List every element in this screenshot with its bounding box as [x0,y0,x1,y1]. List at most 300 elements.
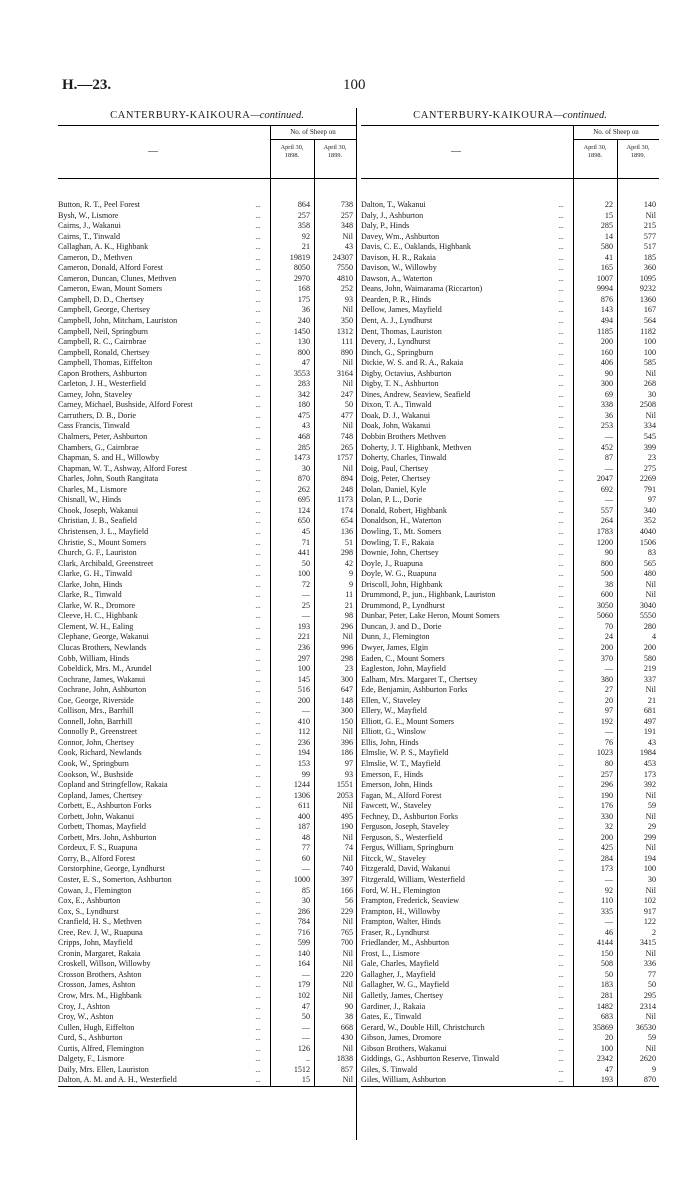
sheep-1898: 110 [601,896,613,906]
owner-name: Ellis, John, Hinds [361,737,419,747]
table-row [361,917,659,928]
leader-dots: ... [558,643,564,652]
owner-name: Devery, J., Lyndhurst [361,337,431,347]
leader-dots: ... [255,728,261,737]
sheep-1899: 136 [340,526,353,536]
leader-dots: ... [255,886,261,895]
owner-name: Doak, John, Wakanui [361,421,431,431]
sheep-1898: 173 [600,864,613,874]
table-row [361,495,659,506]
owner-name: Cordeux, F. S., Ruapuna [58,843,138,853]
owner-name: Curtis, Alfred, Flemington [58,1043,144,1053]
leader-dots: ... [558,949,564,958]
sheep-1898: — [604,875,613,884]
table-row [58,527,356,538]
sheep-1899: 2 [651,927,656,937]
owner-name: Eaden, C., Mount Somers [361,653,445,663]
sheep-1899: 98 [344,611,353,621]
sheep-1898: 99 [301,769,310,779]
sheep-1899: 50 [647,980,656,990]
owner-name: Dearden, P. R., Hinds [361,294,431,304]
sheep-1898: 3553 [293,368,310,378]
leader-dots: ... [558,1076,564,1085]
sheep-1898: 257 [600,769,613,779]
sheep-1899: 453 [643,758,656,768]
sheep-1899: 295 [643,991,656,1001]
sheep-1899: 738 [340,200,353,209]
leader-dots: ... [255,274,261,283]
owner-name: Doig, Peter, Chertsey [361,474,431,484]
sheep-header: No. of Sheep on [290,128,336,136]
leader-dots: ... [255,717,261,726]
owner-name: Fechney, D., Ashburton Forks [361,811,459,821]
sheep-1899: 857 [340,1064,353,1074]
sheep-1899: 564 [643,316,656,326]
leader-dots: ... [558,538,564,547]
leader-dots: ... [255,833,261,842]
sheep-1898: 683 [600,1012,613,1022]
table-row [58,295,356,306]
table-row [58,284,356,295]
sheep-1899: 765 [340,927,353,937]
sheep-1898: 1007 [596,273,613,283]
owner-name: Dolan, P. L., Dorie [361,495,422,505]
sheep-1899: 647 [340,685,353,695]
table-row [361,538,659,549]
sheep-1899: 30 [647,389,656,399]
table-row [58,801,356,812]
table-row [58,590,356,601]
sheep-1898: 183 [600,980,613,990]
table-row [58,727,356,738]
sheep-1899: 190 [340,822,353,832]
sheep-1899: Nil [342,727,353,737]
sheep-1898: 14 [604,231,613,241]
sheep-1899: 4810 [336,273,353,283]
sheep-1899: 668 [340,1022,353,1032]
table-row [58,717,356,728]
date-header-1898 [270,144,314,159]
sheep-1899: 890 [340,347,353,357]
table-row [361,211,659,222]
sheep-1898: 19819 [289,252,310,262]
sheep-1899: 194 [643,853,656,863]
table-row [58,1075,356,1086]
leader-dots: ... [255,928,261,937]
sheep-1899: 111 [341,337,353,347]
sheep-1898: 9994 [596,284,613,294]
sheep-1899: 3415 [639,938,656,948]
owner-name: Ferguson, Joseph, Staveley [361,822,449,832]
sheep-1899: 577 [643,231,656,241]
sheep-1898: 192 [600,716,613,726]
owner-name: Dixon, T. A., Tinwald [361,400,432,410]
leader-dots: ... [255,770,261,779]
owner-name: Fergus, William, Springburn [361,843,454,853]
table-row [361,453,659,464]
sheep-1898: 187 [297,822,310,832]
owner-name: Charles, John, South Rangitata [58,474,159,484]
sheep-1898: 168 [297,284,310,294]
table-row [58,970,356,981]
sheep-1899: 21 [647,695,656,705]
sheep-header: No. of Sheep on [593,128,639,136]
leader-dots: ... [558,422,564,431]
leader-dots: ... [558,738,564,747]
sheep-1898: 236 [297,737,310,747]
table-row [58,896,356,907]
sheep-1898: 611 [298,801,310,811]
table-row [361,717,659,728]
leader-dots: ... [255,253,261,262]
sheep-1899: Nil [342,948,353,958]
table-row [58,854,356,865]
sheep-1898: 48 [301,832,310,842]
leader-dots: ... [558,781,564,790]
sheep-1899: Nil [645,811,656,821]
owner-name: Carruthers, D. B., Dorie [58,410,136,420]
sheep-1899: 580 [643,653,656,663]
sheep-1898: 124 [297,505,310,515]
table-row [58,348,356,359]
sheep-1899: 748 [340,432,353,442]
table-row [58,928,356,939]
sheep-1898: 130 [297,337,310,347]
sheep-1899: 9 [348,579,353,589]
sheep-1899: 43 [344,242,353,252]
leader-dots: ... [255,232,261,241]
sheep-1899: Nil [342,1075,353,1085]
table-row [361,611,659,622]
owner-name: Button, R. T., Peel Forest [58,200,140,209]
leader-dots: ... [255,749,261,758]
owner-name: Dobbin Brothers Methven [361,432,446,442]
sheep-1898: 92 [604,885,613,895]
date-header-year: 1898. [587,151,603,159]
sheep-1898: 36 [301,305,310,315]
sheep-1899: 1095 [639,273,656,283]
sheep-1898: .. [305,1054,310,1064]
sheep-1899: 350 [340,316,353,326]
table-row [361,1002,659,1013]
table-row [58,569,356,580]
sheep-1899: 392 [643,780,656,790]
table-row [361,443,659,454]
table-header [361,126,659,178]
owner-name: Chook, Joseph, Wakanui [58,505,139,515]
sheep-1898: 165 [600,263,613,273]
sheep-1898: 179 [297,980,310,990]
table-bottom-rule [361,1086,659,1087]
owner-name: Drummond, P., Lyndhurst [361,600,445,610]
leader-dots: ... [558,707,564,716]
leader-dots: ... [558,1002,564,1011]
sheep-1898: — [604,495,613,505]
owner-name: Campbell, Neil, Springburn [58,326,148,336]
owner-name: Doak, D. J., Wakanui [361,410,431,420]
table-row [58,980,356,991]
table-row [58,211,356,222]
owner-name: Cox, E., Ashburton [58,896,121,906]
table-row [58,369,356,380]
owner-name: Campbell, Thomas, Eiffelton [58,358,153,368]
sheep-1898: 194 [297,748,310,758]
sheep-1899: 996 [340,642,353,652]
table-row [361,221,659,232]
sheep-1898: 69 [604,389,613,399]
date-header-1899 [617,144,659,159]
table-row [361,886,659,897]
table-row [58,675,356,686]
leader-dots: ... [558,1034,564,1043]
table-row [361,232,659,243]
date-header-1899 [314,144,356,159]
sheep-1898: 5060 [596,611,613,621]
sheep-1898: 193 [600,1075,613,1085]
sheep-1899: Nil [342,959,353,969]
leader-dots: ... [255,949,261,958]
table-row [361,664,659,675]
leader-dots: ... [255,464,261,473]
sheep-1899: 1506 [639,537,656,547]
table-row [58,1012,356,1023]
sheep-1898: 1512 [293,1064,310,1074]
leader-dots: ... [558,612,564,621]
leader-dots: ... [255,633,261,642]
table-row [361,253,659,264]
table-body [361,179,659,1086]
sheep-1898: 190 [600,790,613,800]
sheep-1899: 2508 [639,400,656,410]
sheep-1899: Nil [645,410,656,420]
sheep-1898: 338 [600,400,613,410]
table-row [58,685,356,696]
table-row [361,369,659,380]
leader-dots: ... [558,812,564,821]
leader-dots: ... [255,812,261,821]
owner-name: Doig, Paul, Chertsey [361,463,429,473]
sheep-1899: 173 [643,769,656,779]
sheep-1898: 176 [600,801,613,811]
sheep-1899: 275 [643,463,656,473]
table-row [58,917,356,928]
table-row [361,527,659,538]
leader-dots: ... [255,264,261,273]
sheep-1899: 93 [344,294,353,304]
leader-dots: ... [558,907,564,916]
owner-name: Elliott, G., Winslow [361,727,426,737]
leader-dots: ... [255,433,261,442]
table-row [58,959,356,970]
sheep-1899: 102 [643,896,656,906]
sheep-1899: 1838 [336,1054,353,1064]
leader-dots: ... [558,411,564,420]
leader-dots: ... [558,928,564,937]
table-row [361,780,659,791]
owner-name: Dwyer, James, Elgin [361,642,429,652]
owner-name: Cameron, Ewan, Mount Somers [58,284,163,294]
leader-dots: ... [558,939,564,948]
owner-name: Daly, J., Ashburton [361,210,424,220]
sheep-1898: 47 [604,1064,613,1074]
sheep-1899: Nil [645,948,656,958]
owner-name: Corbett, E., Ashburton Forks [58,801,152,811]
owner-name: Friedlander, M., Ashburton [361,938,450,948]
sheep-1898: 468 [297,432,310,442]
owner-name: Carney, John, Staveley [58,389,133,399]
leader-dots: ... [558,401,564,410]
sheep-1899: 56 [344,896,353,906]
sheep-1898: 296 [600,780,613,790]
table-row [58,601,356,612]
table-row [361,843,659,854]
sheep-1898: 285 [600,221,613,231]
table-row [361,696,659,707]
sheep-1899: 167 [643,305,656,315]
sheep-1898: 72 [301,579,310,589]
sheep-1898: — [301,969,310,979]
owner-name: Cullen, Hugh, Eiffelton [58,1022,135,1032]
sheep-1899: 870 [643,1075,656,1085]
leader-dots: ... [255,981,261,990]
leader-dots: ... [558,897,564,906]
sheep-1898: 342 [297,389,310,399]
leader-dots: ... [255,338,261,347]
leader-dots: ... [558,886,564,895]
owner-name: Duncan, J. and D., Dorie [361,621,442,631]
leader-dots: ... [255,1065,261,1074]
owner-name: Corbett, Thomas, Mayfield [58,822,146,832]
sheep-1899: 1984 [639,748,656,758]
owner-name: Eagleston, John, Mayfield [361,664,446,674]
leader-dots: ... [255,802,261,811]
sheep-1898: — [301,590,310,600]
sheep-1899: 9 [651,1064,656,1074]
sheep-1898: 1200 [596,537,613,547]
sheep-1899: 280 [643,621,656,631]
sheep-1898: 870 [297,474,310,484]
sheep-1898: 1000 [293,875,310,884]
sheep-1899: Nil [645,210,656,220]
sheep-1899: 38 [344,1012,353,1022]
date-header-line: April 30, [626,144,650,151]
owner-name: Davey, Wm., Ashburton [361,231,440,241]
sheep-1899: Nil [342,305,353,315]
table-row [361,295,659,306]
leader-dots: ... [255,622,261,631]
table-row [361,1012,659,1023]
sheep-1899: 23 [344,664,353,674]
sheep-1899: Nil [645,1012,656,1022]
sheep-1899: Nil [342,463,353,473]
sheep-1899: 495 [340,811,353,821]
right-column [361,110,659,1087]
sheep-1898: 97 [604,706,613,716]
leader-dots: ... [255,960,261,969]
sheep-1899: 191 [643,727,656,737]
sheep-1898: 297 [297,653,310,663]
table-row [58,864,356,875]
table-row [361,274,659,285]
table-row [58,1054,356,1065]
owner-name: Cook, W., Springburn [58,758,129,768]
owner-name: Gallagher, J., Mayfield [361,969,436,979]
sheep-1899: 265 [340,442,353,452]
table-row [361,643,659,654]
table-row [58,822,356,833]
owner-name: Clarke, W. R., Dromore [58,600,136,610]
sheep-1898: 102 [297,991,310,1001]
table-row [361,327,659,338]
sheep-1898: 285 [297,442,310,452]
table-row [58,949,356,960]
sheep-1898: 143 [600,305,613,315]
leader-dots: ... [255,201,261,209]
table-row [361,485,659,496]
sheep-1898: 15 [604,210,613,220]
sheep-1898: 650 [297,516,310,526]
owner-name: Church, G. F., Lauriston [58,548,137,558]
owner-name: Fagan, M., Alford Forest [361,790,442,800]
owner-name: Dolan, Daniel, Kyle [361,484,427,494]
date-header-1898 [573,144,617,159]
sheep-1899: 336 [643,959,656,969]
owner-name: Chapman, S. and H., Willowby [58,453,160,463]
owner-name: Clarke, R., Tinwald [58,590,122,600]
owner-name: Christensen, J. L., Mayfield [58,526,149,536]
sheep-1898: 92 [301,231,310,241]
leader-dots: ... [255,591,261,600]
sheep-1898: 800 [600,558,613,568]
sheep-1899: 477 [340,410,353,420]
sheep-1898: 864 [297,200,310,209]
leader-dots: ... [558,338,564,347]
owner-name: Cameron, Donald, Alford Forest [58,263,163,273]
column-title [58,110,356,125]
sheep-1898: 24 [604,632,613,642]
sheep-1899: Nil [342,358,353,368]
leader-dots: ... [558,1023,564,1032]
owner-name: Corbett, Mrs. John, Ashburton [58,832,157,842]
sheep-1898: — [604,432,613,442]
leader-dots: ... [558,295,564,304]
owner-name: Cameron, D., Methven [58,252,133,262]
leader-dots: ... [255,527,261,536]
leader-dots: ... [255,696,261,705]
owner-name: Gibson, James, Dromore [361,1033,442,1043]
leader-dots: ... [255,759,261,768]
leader-dots: ... [255,485,261,494]
sheep-1899: 1360 [639,294,656,304]
sheep-1898: 90 [604,548,613,558]
sheep-1898: — [604,664,613,674]
table-row [58,833,356,844]
sheep-1898: 30 [301,463,310,473]
owner-name: Cobeldick, Mrs. M., Arundel [58,664,152,674]
table-row [58,443,356,454]
table-row [58,886,356,897]
sheep-1898: 76 [604,737,613,747]
sheep-1898: 100 [600,1043,613,1053]
sheep-1899: Nil [342,632,353,642]
table-row [58,400,356,411]
sheep-1898: 38 [604,579,613,589]
leader-dots: ... [255,791,261,800]
leader-dots: ... [558,454,564,463]
sheep-1899: 100 [643,347,656,357]
sheep-1898: 27 [604,685,613,695]
sheep-1898: 557 [600,505,613,515]
